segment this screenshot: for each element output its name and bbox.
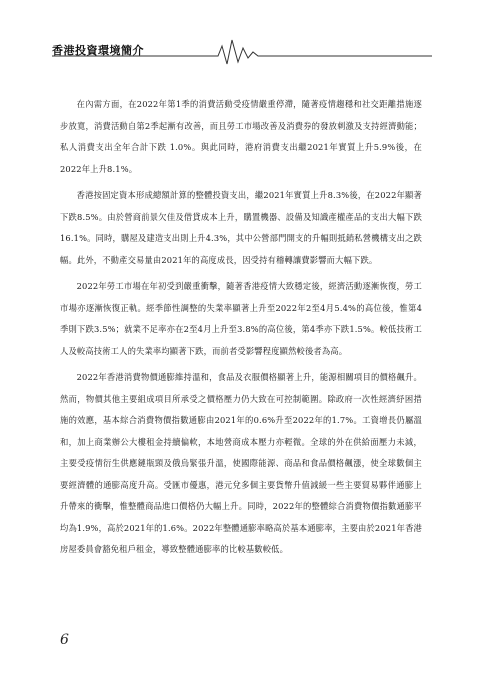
paragraph-labour-market: 2022年勞工市場在年初受到嚴重衝擊，隨著香港疫情大致穩定後，經濟活動逐漸恢復，勞工市場亦逐漸恢復正軌。經季節性調整的失業率顯著上升至2022年2至4月5.4%的高位後，惟第4季則下跌3.5%；就業不足率亦在2至4月上升至3.8%的高位後，第4季亦下跌1.5%。較低技術工人及較高技術工人的失業率均顯著下跌，而前者受影響程度顯然較後者為高。 [60,281,422,356]
document-body [60,94,422,566]
paragraph-inflation: 2022年香港消費物價通膨維持溫和，食品及衣服價格顯著上升，能源相關項目的價格飆升。然而，物價其他主要組成項目所承受之價格壓力仍大致在可控制範圍。除政府一次性經濟紓困措施的效應，基本綜合消費物價指數通膨由2021年的0.6%升至2022年的1.7%。工資增長仍屬溫和，加上商業辦公大樓租金持續偏軟，本地營商成本壓力亦輕微。全球的外在供給面壓力未減，主要受疫情衍生供應鏈瓶頸及俄烏緊張升溫，使國際能源、商品和食品價格飆漲，使全球數個主要經濟體的通膨高度升高。受匯市優惠，港元兌多個主要貨幣升值減緩一些主要貿易夥伴通膨上升帶來的衝擊，惟整體商品進口價格仍大幅上升。同時，2022年的整體綜合消費物價指數通膨平均為1.9%，高於2021年的1.6%。2022年整體通膨率略高於基本通膨率，主要由於2021年香港房屋委員會豁免租戶租金，導致整體通膨率的比較基數較低。 [60,372,422,554]
paragraph-investment: 香港按固定資本形成總額計算的整體投資支出，繼2021年實質上升8.3%後，在2022年顯著下跌8.5%。由於營商前景欠佳及借貸成本上升，購置機器、設備及知識產權產品的支出大幅下跌16.1%。同時，購屋及建造支出則上升4.3%，其中公營部門開支的升幅則抵銷私營機構支出之跌幅。此外，不動產交易量由2021年的高度成長，因受持有稽轉讓費影響而大幅下跌。 [60,190,422,265]
paragraph-domestic-demand: 在內需方面，在2022年第1季的消費活動受疫情嚴重停滯，隨著疫情趨穩和社交距離措施逐步放寬，消費活動自第2季起漸有改善，而且勞工市場改善及消費券的發放刺激及支持經濟動能；私人消費支出全年合計下跌 1.0%。與此同時，港府消費支出繼2021年實質上升5.9%後，在2022年上升8.1%。 [60,99,422,174]
header-title: 香港投資環境簡介 [52,44,144,57]
page-number: 6 [60,632,69,648]
page-header [52,36,432,66]
